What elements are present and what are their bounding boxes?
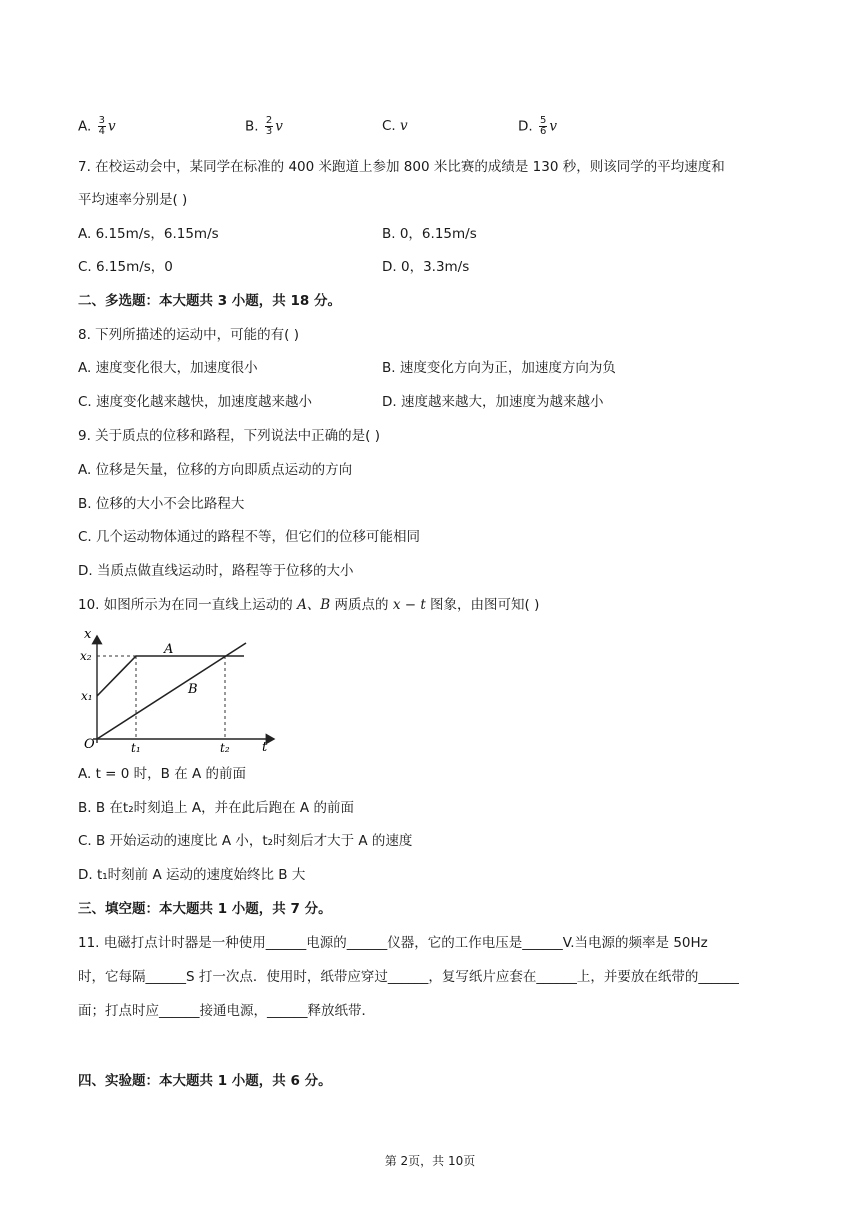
q10-option-d: D. t₁时刻前 A 运动的速度始终比 B 大 (78, 867, 306, 883)
q7-option-a: A. 6.15m/s，6.15m/s (78, 226, 219, 242)
q7-stem-line1: 7. 在校运动会中，某同学在标准的 400 米跑道上参加 800 米比赛的成绩是 130 秒，则该同学的平均速度和 (78, 159, 725, 175)
q9-option-d: D. 当质点做直线运动时，路程等于位移的大小 (78, 563, 354, 579)
q9-option-b: B. 位移的大小不会比路程大 (78, 496, 245, 512)
label-x2: x₂ (80, 649, 92, 663)
q8-option-d: D. 速度越来越大，加速度为越来越小 (382, 394, 604, 410)
label-t2: t₂ (220, 741, 230, 755)
section-4-heading: 四、实验题：本大题共 1 小题，共 6 分。 (78, 1073, 332, 1089)
label-x: x (84, 627, 92, 642)
label-o: O (84, 737, 95, 752)
q11-line1: 11. 电磁打点计时器是一种使用______电源的______仪器，它的工作电压是______V.当电源的频率是 50Hz (78, 935, 708, 951)
q9-option-a: A. 位移是矢量，位移的方向即质点运动的方向 (78, 462, 353, 478)
section-2-heading: 二、多选题：本大题共 3 小题，共 18 分。 (78, 293, 341, 309)
label-a: A (164, 642, 174, 657)
q7-option-c: C. 6.15m/s，0 (78, 259, 173, 275)
q9-stem: 9. 关于质点的位移和路程，下列说法中正确的是( ) (78, 428, 380, 444)
q8-option-b: B. 速度变化方向为正，加速度方向为负 (382, 360, 616, 376)
xt-graph (78, 622, 283, 757)
q8-option-c: C. 速度变化越来越快，加速度越来越小 (78, 394, 313, 410)
q11-line3: 面；打点时应______接通电源，______释放纸带． (78, 1003, 375, 1019)
q7-option-b: B. 0，6.15m/s (382, 226, 477, 242)
q11-line2: 时，它每隔______S 打一次点．使用时，纸带应穿过______，复写纸片应套在______上，并要放在纸带的______ (78, 969, 739, 985)
label-b: B (188, 682, 198, 697)
line-b (97, 643, 246, 739)
q6-option-c: C. v (382, 118, 408, 134)
label-t: t (262, 740, 268, 755)
q10-option-a: A. t = 0 时，B 在 A 的前面 (78, 766, 247, 782)
q7-stem-line2: 平均速率分别是( ) (78, 192, 188, 208)
q8-option-a: A. 速度变化很大，加速度很小 (78, 360, 258, 376)
page-footer: 第 2页，共 10页 (384, 1154, 476, 1168)
q10-option-c: C. B 开始运动的速度比 A 小，t₂时刻后才大于 A 的速度 (78, 833, 413, 849)
q6-option-d: D. $\frac{5}{6}$ v (518, 115, 557, 137)
q9-option-c: C. 几个运动物体通过的路程不等，但它们的位移可能相同 (78, 529, 421, 545)
q8-stem: 8. 下列所描述的运动中，可能的有( ) (78, 327, 299, 343)
q7-option-d: D. 0，3.3m/s (382, 259, 470, 275)
label-x1: x₁ (81, 689, 93, 703)
line-a (97, 656, 244, 696)
q6-option-b: B. $\frac{2}{3}$ v (245, 115, 283, 137)
q10-option-b: B. B 在t₂时刻追上 A，并在此后跑在 A 的前面 (78, 800, 354, 816)
q6-option-a: A. $\frac{3}{4}$ v (78, 115, 116, 137)
section-3-heading: 三、填空题：本大题共 1 小题，共 7 分。 (78, 901, 332, 917)
q10-stem: 10. 如图所示为在同一直线上运动的 A、B 两质点的 x − t 图象，由图可知( ) (78, 597, 540, 613)
label-t1: t₁ (131, 741, 141, 755)
